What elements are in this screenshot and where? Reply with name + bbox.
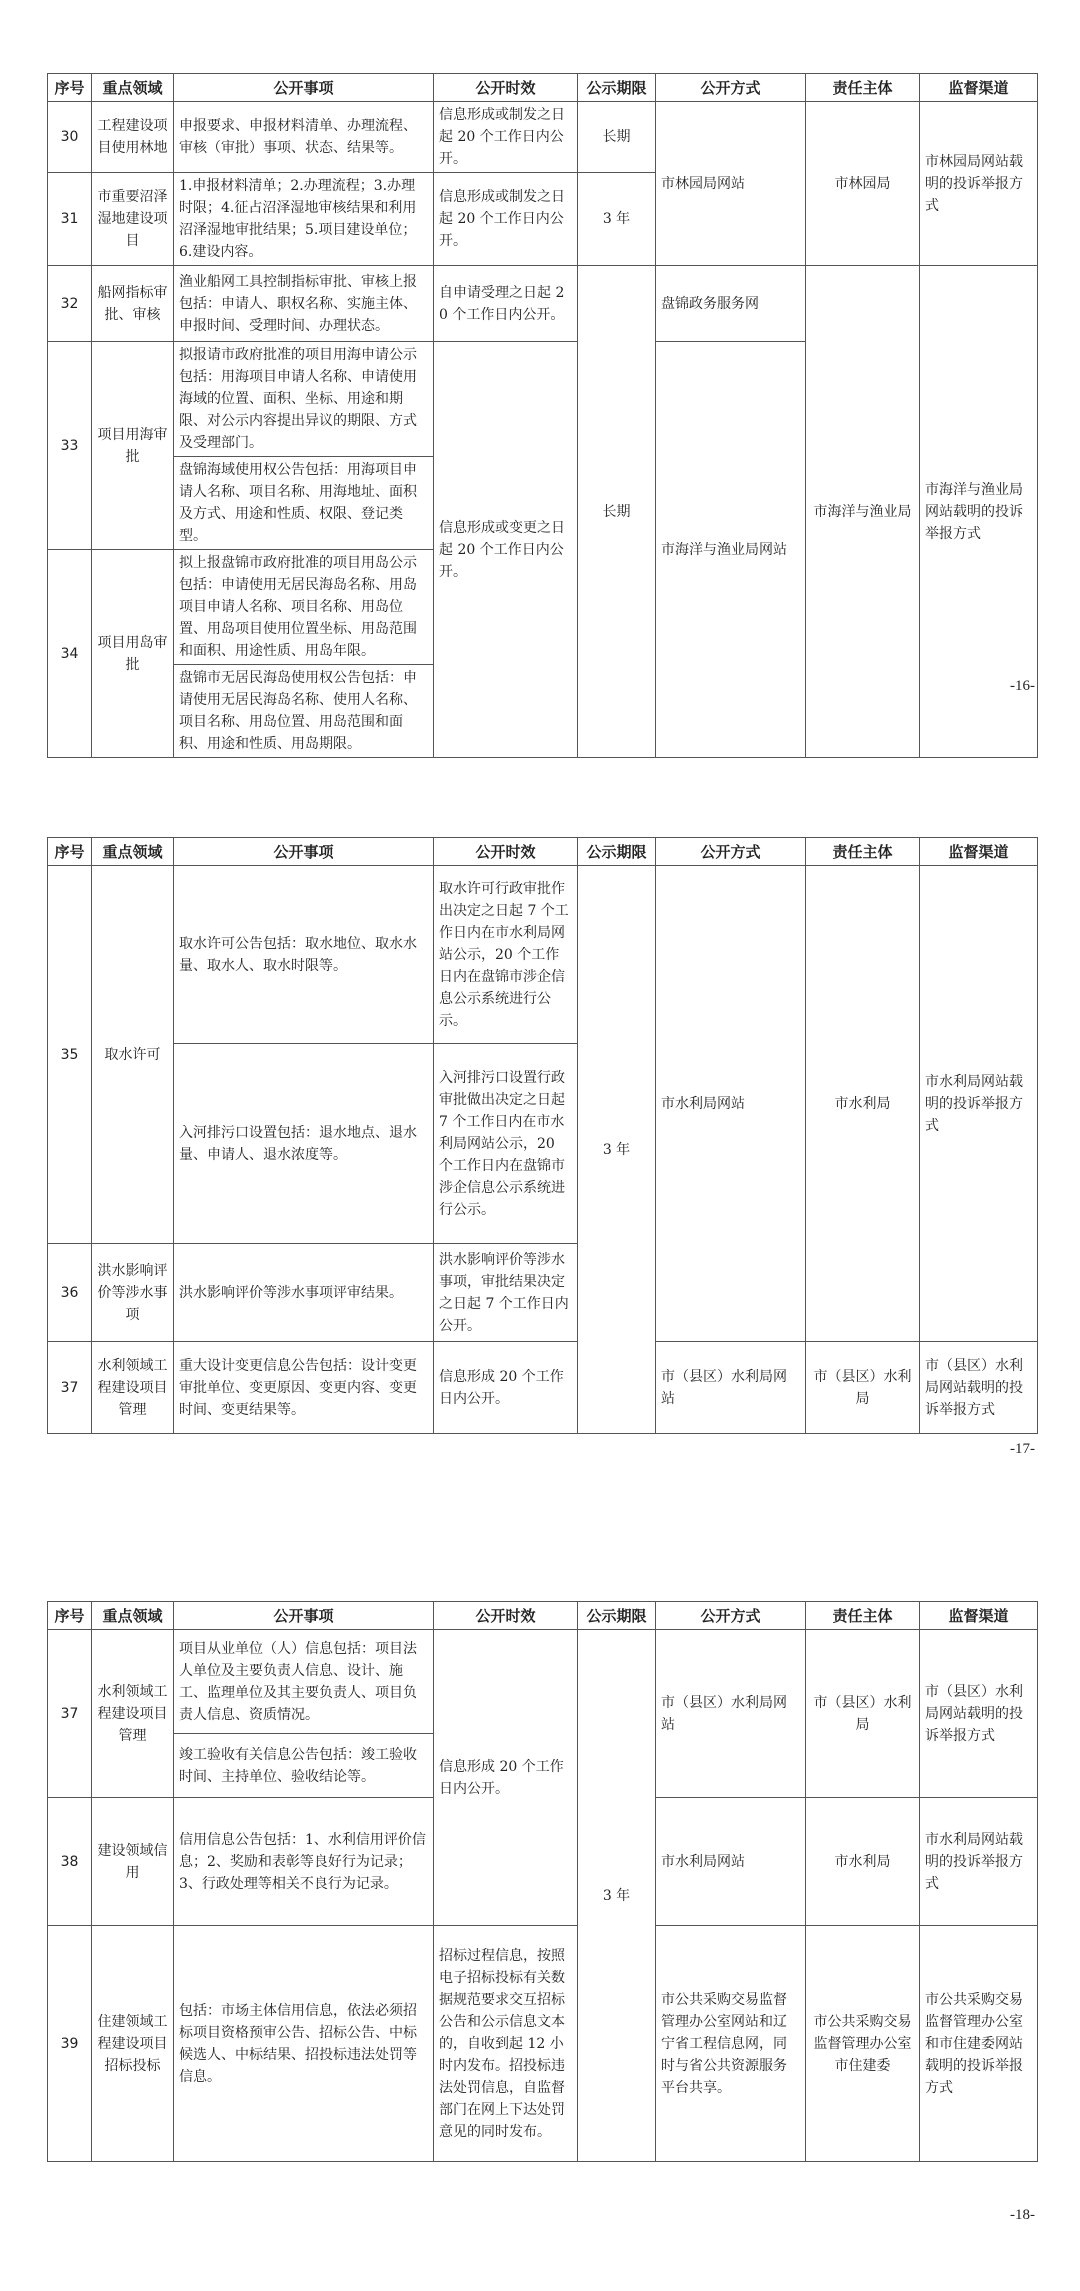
row-time: 取水许可行政审批作出决定之日起 7 个工作日内在市水利局网站公示，20 个工作日内在盘锦市涉企信息公示系统进行公示。 (434, 866, 578, 1044)
header-method: 公开方式 (656, 1602, 806, 1630)
row-item: 项目从业单位（人）信息包括：项目法人单位及主要负责人信息、设计、施工、监理单位及其主要负责人、项目负责人信息、资质情况。 (174, 1630, 434, 1734)
table-page-17 (47, 837, 1038, 1434)
row-field: 项目用海审批 (92, 342, 174, 550)
row-number: 31 (48, 173, 92, 266)
row-number: 37 (48, 1342, 92, 1434)
row-item: 信用信息公告包括：1、水利信用评价信息；2、奖励和表彰等良好行为记录；3、行政处理等相关不良行为记录。 (174, 1798, 434, 1926)
header-item: 公开事项 (174, 74, 434, 102)
row-item: 拟上报盘锦市政府批准的项目用岛公示包括：申请使用无居民海岛名称、用岛项目申请人名称、项目名称、用岛位置、用岛项目使用位置坐标、用岛范围和面积、用途性质、用岛年限。 (174, 550, 434, 665)
header-field: 重点领域 (92, 1602, 174, 1630)
row-channel: 市水利局网站载明的投诉举报方式 (920, 866, 1038, 1342)
row-item: 竣工验收有关信息公告包括：竣工验收时间、主持单位、验收结论等。 (174, 1734, 434, 1798)
table-row (48, 1630, 1038, 1734)
header-no: 序号 (48, 838, 92, 866)
row-item: 洪水影响评价等涉水事项评审结果。 (174, 1244, 434, 1342)
row-subject: 市水利局 (806, 866, 920, 1342)
row-channel: 市林园局网站载明的投诉举报方式 (920, 102, 1038, 266)
row-item: 取水许可公告包括：取水地位、取水水量、取水人、取水时限等。 (174, 866, 434, 1044)
row-method: 市公共采购交易监督管理办公室网站和辽宁省工程信息网，同时与省公共资源服务平台共享。 (656, 1926, 806, 2162)
subject-line-2: 市住建委 (834, 2057, 891, 2074)
row-channel: 市（县区）水利局网站载明的投诉举报方式 (920, 1630, 1038, 1798)
row-channel: 市（县区）水利局网站载明的投诉举报方式 (920, 1342, 1038, 1434)
header-no: 序号 (48, 74, 92, 102)
row-time: 入河排污口设置行政审批做出决定之日起 7 个工作日内在市水利局网站公示，20 个工作日内在盘锦市涉企信息公示系统进行公示。 (434, 1044, 578, 1244)
header-method: 公开方式 (656, 74, 806, 102)
page-number: -17- (1010, 1441, 1035, 1457)
row-time: 信息形成 20 个工作日内公开。 (434, 1630, 578, 1926)
row-field: 市重要沼泽湿地建设项目 (92, 173, 174, 266)
header-subject: 责任主体 (806, 74, 920, 102)
row-number: 39 (48, 1926, 92, 2162)
table-page-16 (47, 73, 1038, 758)
row-item: 渔业船网工具控制指标审批、审核上报包括：申请人、职权名称、实施主体、申报时间、受理时间、办理状态。 (174, 266, 434, 342)
header-no: 序号 (48, 1602, 92, 1630)
row-item: 重大设计变更信息公告包括：设计变更审批单位、变更原因、变更内容、变更时间、变更结果等。 (174, 1342, 434, 1434)
row-time: 洪水影响评价等涉水事项，审批结果决定之日起 7 个工作日内公开。 (434, 1244, 578, 1342)
row-subject: 市（县区）水利局 (806, 1342, 920, 1434)
page-number: -16- (1010, 678, 1035, 694)
table-page-18 (47, 1601, 1038, 2162)
row-period: 3 年 (578, 173, 656, 266)
row-period: 长期 (578, 102, 656, 173)
row-time: 信息形成 20 个工作日内公开。 (434, 1342, 578, 1434)
row-subject (806, 1926, 920, 2162)
row-time: 招标过程信息，按照电子招标投标有关数据规范要求交互招标公告和公示信息文本的，自收到起 12 小时内发布。招投标违法处罚信息，自监督部门在网上下达处罚意见的同时发布。 (434, 1926, 578, 2162)
row-field: 住建领域工程建设项目招标投标 (92, 1926, 174, 2162)
row-item: 入河排污口设置包括：退水地点、退水量、申请人、退水浓度等。 (174, 1044, 434, 1244)
row-time: 信息形成或制发之日起 20 个工作日内公开。 (434, 173, 578, 266)
header-subject: 责任主体 (806, 1602, 920, 1630)
row-subject: 市水利局 (806, 1798, 920, 1926)
row-method: 市（县区）水利局网站 (656, 1630, 806, 1798)
row-method: 市水利局网站 (656, 1798, 806, 1926)
header-field: 重点领域 (92, 74, 174, 102)
header-time: 公开时效 (434, 1602, 578, 1630)
header-channel: 监督渠道 (920, 74, 1038, 102)
row-period: 长期 (578, 266, 656, 758)
row-number: 38 (48, 1798, 92, 1926)
row-item: 盘锦海域使用权公告包括：用海项目申请人名称、项目名称、用海地址、面积及方式、用途和性质、权限、登记类型。 (174, 457, 434, 550)
row-number: 32 (48, 266, 92, 342)
row-channel: 市海洋与渔业局网站载明的投诉举报方式 (920, 266, 1038, 758)
table-row (48, 1342, 1038, 1434)
row-field: 建设领域信用 (92, 1798, 174, 1926)
row-field: 工程建设项目使用林地 (92, 102, 174, 173)
row-channel: 市公共采购交易监督管理办公室和市住建委网站载明的投诉举报方式 (920, 1926, 1038, 2162)
row-item: 拟报请市政府批准的项目用海申请公示包括：用海项目申请人名称、申请使用海域的位置、面积、坐标、用途和期限、对公示内容提出异议的期限、方式及受理部门。 (174, 342, 434, 457)
header-period: 公示期限 (578, 1602, 656, 1630)
row-field: 取水许可 (92, 866, 174, 1244)
table-header-row (48, 838, 1038, 866)
header-channel: 监督渠道 (920, 1602, 1038, 1630)
row-method: 市海洋与渔业局网站 (656, 342, 806, 758)
row-item: 包括：市场主体信用信息，依法必须招标项目资格预审公告、招标公告、中标候选人、中标结果、招投标违法处罚等信息。 (174, 1926, 434, 2162)
row-item: 申报要求、申报材料清单、办理流程、审核（审批）事项、状态、结果等。 (174, 102, 434, 173)
table-header-row (48, 74, 1038, 102)
row-number: 30 (48, 102, 92, 173)
row-method: 市水利局网站 (656, 866, 806, 1342)
table-row (48, 102, 1038, 173)
row-item: 盘锦市无居民海岛使用权公告包括：申请使用无居民海岛名称、使用人名称、项目名称、用岛位置、用岛范围和面积、用途和性质、用岛期限。 (174, 665, 434, 758)
row-channel: 市水利局网站载明的投诉举报方式 (920, 1798, 1038, 1926)
header-method: 公开方式 (656, 838, 806, 866)
header-period: 公示期限 (578, 74, 656, 102)
table-row (48, 266, 1038, 342)
page-number: -18- (1010, 2207, 1035, 2223)
header-time: 公开时效 (434, 74, 578, 102)
row-subject: 市海洋与渔业局 (806, 266, 920, 758)
table-row (48, 866, 1038, 1044)
header-item: 公开事项 (174, 838, 434, 866)
table-header-row (48, 1602, 1038, 1630)
header-subject: 责任主体 (806, 838, 920, 866)
row-number: 33 (48, 342, 92, 550)
row-time: 信息形成或制发之日起 20 个工作日内公开。 (434, 102, 578, 173)
row-method: 盘锦政务服务网 (656, 266, 806, 342)
header-time: 公开时效 (434, 838, 578, 866)
row-field: 洪水影响评价等涉水事项 (92, 1244, 174, 1342)
row-period: 3 年 (578, 1630, 656, 2162)
row-method: 市（县区）水利局网站 (656, 1342, 806, 1434)
row-number: 37 (48, 1630, 92, 1798)
row-item: 1.申报材料清单；2.办理流程；3.办理时限；4.征占沼泽湿地审核结果和利用沼泽湿地审批结果；5.项目建设单位；6.建设内容。 (174, 173, 434, 266)
header-channel: 监督渠道 (920, 838, 1038, 866)
row-field: 船网指标审批、审核 (92, 266, 174, 342)
row-field: 水利领域工程建设项目管理 (92, 1342, 174, 1434)
header-field: 重点领域 (92, 838, 174, 866)
row-field: 水利领域工程建设项目管理 (92, 1630, 174, 1798)
row-number: 36 (48, 1244, 92, 1342)
row-number: 34 (48, 550, 92, 758)
row-period: 3 年 (578, 866, 656, 1434)
table-row (48, 1926, 1038, 2162)
row-time: 自申请受理之日起 20 个工作日内公开。 (434, 266, 578, 342)
header-period: 公示期限 (578, 838, 656, 866)
row-subject: 市林园局 (806, 102, 920, 266)
row-field: 项目用岛审批 (92, 550, 174, 758)
row-subject: 市（县区）水利局 (806, 1630, 920, 1798)
header-item: 公开事项 (174, 1602, 434, 1630)
subject-line-1: 市公共采购交易监督管理办公室 (813, 2013, 912, 2052)
row-time: 信息形成或变更之日起 20 个工作日内公开。 (434, 342, 578, 758)
row-number: 35 (48, 866, 92, 1244)
row-method: 市林园局网站 (656, 102, 806, 266)
